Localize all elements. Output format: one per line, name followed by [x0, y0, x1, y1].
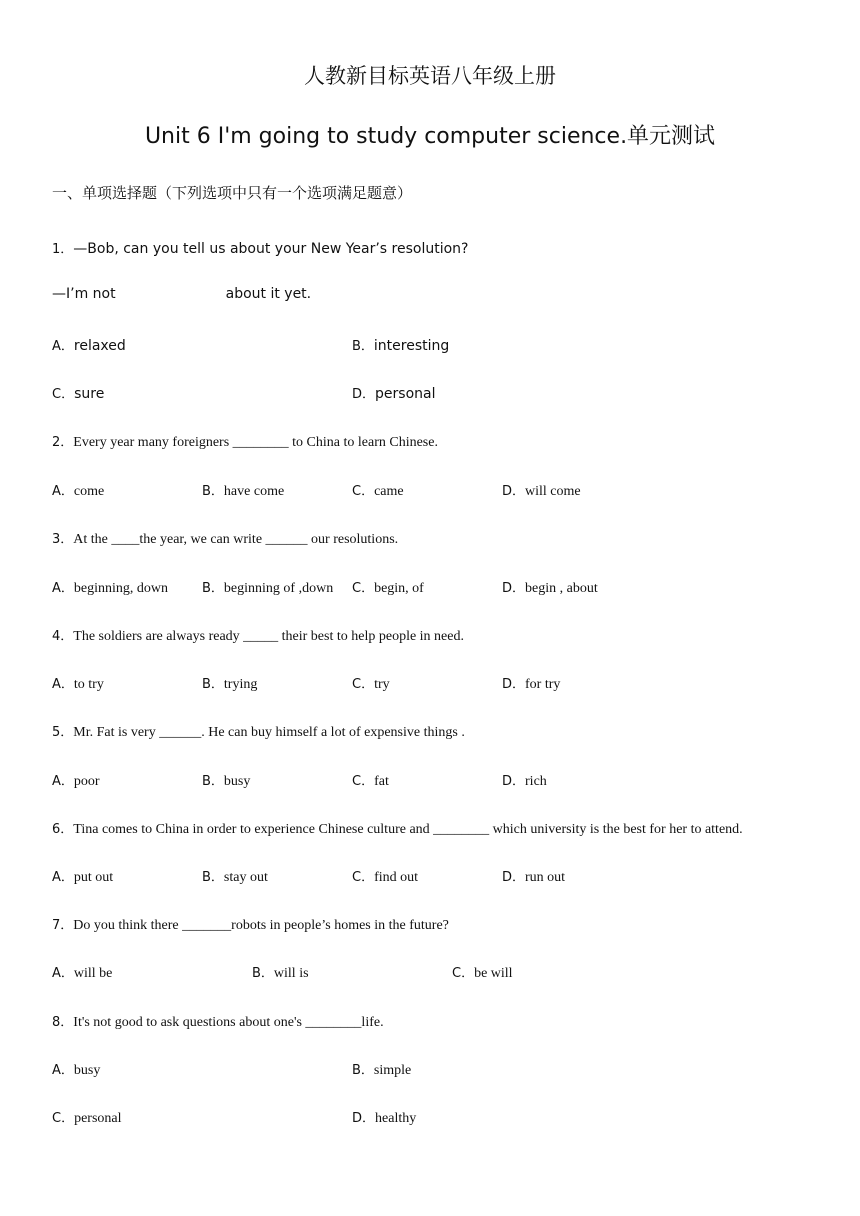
option-label: A．: [52, 774, 74, 789]
option-label: D．: [352, 1111, 376, 1126]
question-number: 1．: [52, 242, 74, 257]
option-text: relaxed: [73, 338, 126, 354]
option-text: came: [374, 484, 404, 499]
option-a: [52, 335, 126, 354]
option-d: [502, 577, 598, 597]
option-label: D．: [502, 677, 526, 692]
option-text: simple: [373, 1063, 412, 1078]
option-label: A．: [52, 581, 74, 596]
option-b: [202, 770, 250, 790]
option-d: [352, 1107, 416, 1127]
option-label: B．: [202, 774, 224, 789]
option-label: D．: [502, 870, 526, 885]
option-d: [502, 480, 581, 500]
option-text: sure: [74, 386, 105, 402]
option-a: [52, 673, 104, 693]
question-number: 6．: [52, 822, 74, 837]
option-text: begin , about: [525, 581, 598, 596]
option-b: [202, 577, 333, 597]
option-text: have come: [223, 484, 285, 499]
option-label: D．: [502, 581, 526, 596]
question-number: 7．: [52, 918, 74, 933]
option-b: [352, 1059, 411, 1079]
option-label: B．: [202, 677, 224, 692]
option-label: D．: [502, 484, 526, 499]
option-label: B．: [352, 339, 374, 354]
option-text: come: [73, 484, 105, 499]
option-c: [452, 962, 513, 982]
option-b: [202, 480, 284, 500]
option-a: [52, 480, 104, 500]
option-a: [52, 866, 113, 886]
option-c: [352, 866, 418, 886]
document-subtitle: Unit 6 I'm going to study computer science.单元测试: [144, 124, 716, 149]
option-text: healthy: [375, 1111, 417, 1126]
option-text: to try: [73, 677, 104, 692]
option-text: be will: [474, 966, 513, 981]
question-8: [52, 1011, 384, 1031]
option-b: [202, 673, 257, 693]
option-text: will come: [525, 484, 581, 499]
option-d: [502, 673, 560, 693]
option-text: put out: [73, 870, 114, 885]
option-label: C．: [352, 484, 375, 499]
option-label: C．: [52, 1111, 75, 1126]
question-6: [52, 818, 743, 838]
option-label: C．: [52, 387, 75, 402]
option-text: begin, of: [374, 581, 424, 596]
question-5: [52, 721, 465, 741]
option-text: will be: [73, 966, 113, 981]
option-c: [352, 673, 390, 693]
option-a: [52, 770, 100, 790]
option-label: B．: [202, 484, 224, 499]
option-a: [52, 1059, 100, 1079]
document-title: 人教新目标英语八年级上册: [304, 64, 556, 88]
question-stem: Mr. Fat is very ______. He can buy himself a lot of expensive things .: [73, 725, 465, 740]
option-a: [52, 962, 112, 982]
question-number: 4．: [52, 629, 74, 644]
option-label: D．: [502, 774, 526, 789]
option-text: busy: [223, 774, 251, 789]
option-a: [52, 577, 168, 597]
option-label: C．: [352, 870, 375, 885]
question-stem-part: about it yet.: [225, 286, 312, 302]
option-c: [52, 1107, 122, 1127]
option-text: beginning of ,down: [223, 581, 334, 596]
option-c: [352, 577, 424, 597]
option-label: B．: [202, 581, 224, 596]
option-text: will is: [273, 966, 309, 981]
option-b: [202, 866, 268, 886]
question-2: [52, 431, 438, 451]
option-label: C．: [452, 966, 475, 981]
option-label: D．: [352, 387, 376, 402]
question-3: [52, 528, 398, 548]
question-stem: Tina comes to China in order to experience Chinese culture and ________ which university is the best for her to attend.: [73, 822, 743, 837]
option-label: A．: [52, 677, 74, 692]
option-text: poor: [73, 774, 100, 789]
option-label: C．: [352, 677, 375, 692]
option-text: personal: [375, 386, 436, 402]
option-b: [252, 962, 309, 982]
option-label: A．: [52, 870, 74, 885]
question-stem: The soldiers are always ready _____ their best to help people in need.: [73, 629, 464, 644]
option-label: B．: [202, 870, 224, 885]
option-c: [352, 480, 404, 500]
question-number: 8．: [52, 1015, 74, 1030]
question-7: [52, 914, 449, 934]
option-label: C．: [352, 774, 375, 789]
question-stem: At the ____the year, we can write ______ our resolutions.: [73, 532, 399, 547]
option-c: [52, 383, 104, 402]
option-c: [352, 770, 389, 790]
option-text: for try: [525, 677, 561, 692]
option-text: fat: [374, 774, 389, 789]
option-label: C．: [352, 581, 375, 596]
option-b: [352, 335, 449, 354]
question-number: 2．: [52, 435, 74, 450]
question-stem: Every year many foreigners ________ to China to learn Chinese.: [73, 435, 438, 450]
option-text: personal: [74, 1111, 122, 1126]
question-4: [52, 625, 464, 645]
option-text: stay out: [223, 870, 268, 885]
question-1-line-2: [52, 286, 311, 303]
option-text: interesting: [373, 338, 450, 354]
option-text: busy: [73, 1063, 101, 1078]
question-stem: Do you think there _______robots in people’s homes in the future?: [73, 918, 449, 933]
question-stem-part: —I’m not: [52, 286, 116, 302]
question-1: [52, 238, 469, 258]
option-text: try: [374, 677, 390, 692]
option-text: run out: [525, 870, 566, 885]
option-label: A．: [52, 1063, 74, 1078]
option-d: [502, 770, 547, 790]
option-label: B．: [252, 966, 274, 981]
option-label: B．: [352, 1063, 374, 1078]
option-label: A．: [52, 966, 74, 981]
option-d: [502, 866, 565, 886]
option-text: find out: [374, 870, 419, 885]
question-stem: —Bob, can you tell us about your New Year’s resolution?: [73, 241, 469, 257]
section-heading: 一、单项选择题（下列选项中只有一个选项满足题意）: [52, 184, 413, 202]
option-text: rich: [525, 774, 547, 789]
option-text: beginning, down: [73, 581, 169, 596]
question-number: 5．: [52, 725, 74, 740]
option-label: A．: [52, 339, 74, 354]
question-stem: It's not good to ask questions about one's ________life.: [73, 1015, 384, 1030]
option-label: A．: [52, 484, 74, 499]
question-number: 3．: [52, 532, 74, 547]
option-text: trying: [223, 677, 258, 692]
option-d: [352, 383, 435, 402]
